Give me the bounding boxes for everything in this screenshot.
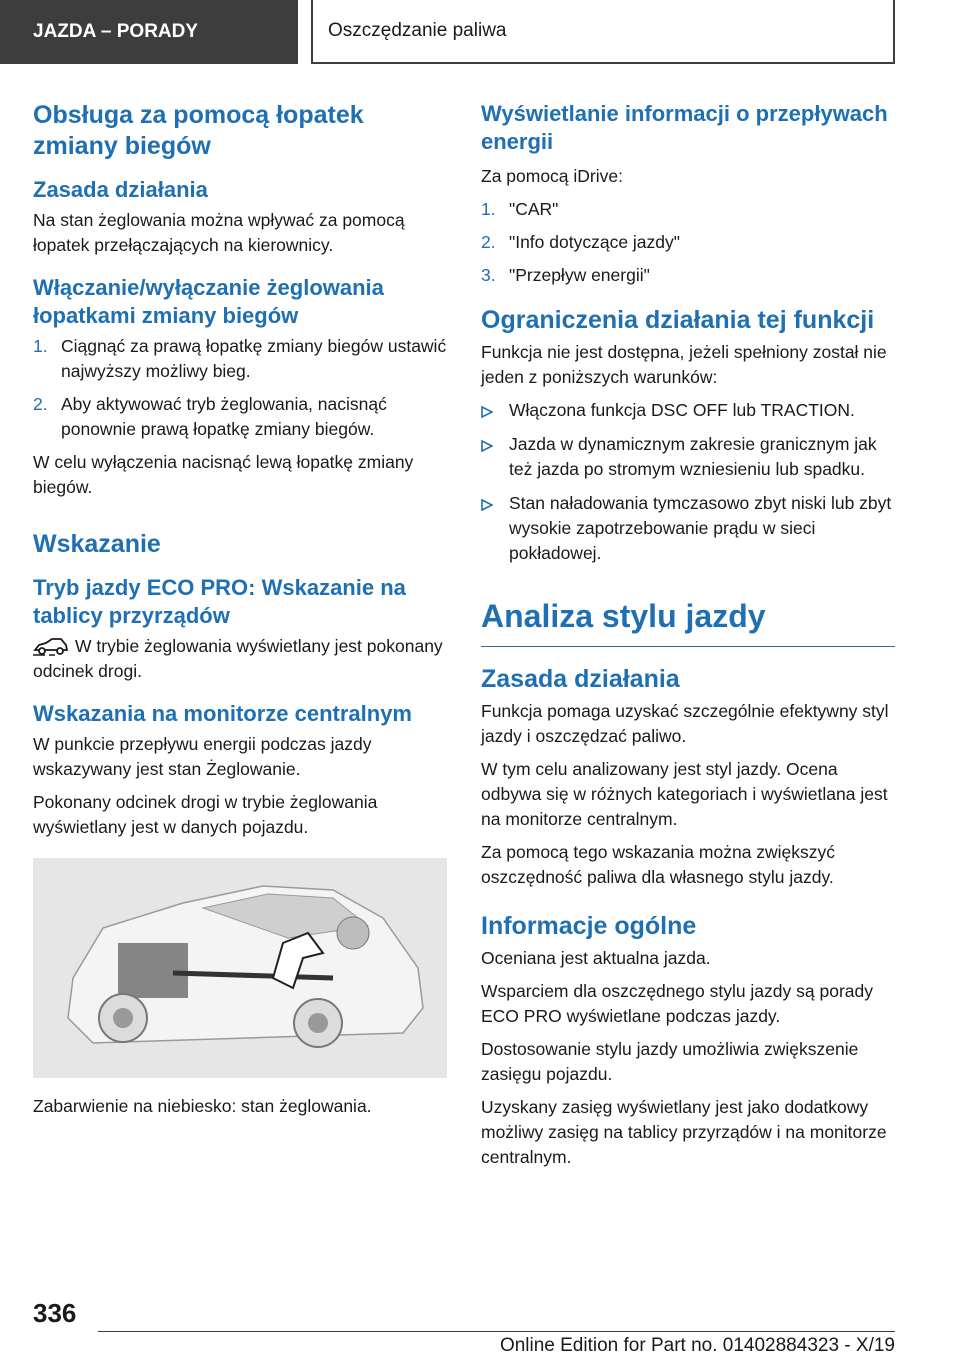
heading-principle-left: Zasada działania	[33, 177, 208, 202]
heading-paddles: Obsługa za pomocą łopatek zmiany biegów	[33, 101, 364, 160]
text-limits: Funkcja nie jest dostępna, jeżeli spełniony został nie jeden z poniższych warunków:	[481, 342, 887, 387]
step-text: "CAR"	[509, 199, 559, 219]
text-adjust: Dostosowanie stylu jazdy umożliwia zwiększenie zasięgu pojazdu.	[481, 1039, 859, 1084]
section-header	[0, 0, 298, 64]
list-item	[33, 392, 447, 442]
triangle-right-icon	[481, 432, 509, 482]
steps-paddles	[33, 334, 447, 442]
list-item	[481, 230, 895, 255]
figure-caption: Zabarwienie na niebiesko: stan żeglowania.	[33, 1096, 372, 1116]
heading-general: Informacje ogólne	[481, 912, 697, 940]
heading-limits: Ograniczenia działania tej funkcji	[481, 306, 875, 334]
step-number: 3.	[481, 265, 496, 285]
step-number: 2.	[33, 394, 48, 414]
heading-monitor: Wskazania na monitorze centralnym	[33, 701, 412, 726]
steps-idrive	[481, 197, 895, 288]
page-number: 336	[33, 1298, 77, 1328]
bullet-text: Jazda w dynamicznym zakresie granicznym jak też jazda po stromym wzniesieniu lub spadku.	[509, 434, 877, 479]
triangle-right-icon	[481, 491, 509, 566]
heading-eco: Tryb jazdy ECO PRO: Wskazanie na tablicy przyrządów	[33, 575, 406, 628]
text-eco	[33, 634, 447, 684]
text-principle-left: Na stan żeglowania można wpływać za pomocą łopatek przełączających na kierownicy.	[33, 210, 405, 255]
heading-onoff: Włączanie/wyłączanie żeglowania łopatkami zmiany biegów	[33, 275, 384, 328]
bullet-text: Stan naładowania tymczasowo zbyt niski lub zbyt wysokie zapotrzebowanie prądu w sieci pokładowej.	[509, 493, 892, 563]
step-number: 1.	[33, 336, 48, 356]
bullet-text: Włączona funkcja DSC OFF lub TRACTION.	[509, 400, 855, 420]
list-item	[33, 334, 447, 384]
text-off: W celu wyłączenia nacisnąć lewą łopatkę zmiany biegów.	[33, 452, 414, 497]
car-coasting-icon	[33, 636, 69, 656]
text-principle-right: Funkcja pomaga uzyskać szczególnie efektywny styl jazdy i oszczędzać paliwo.	[481, 701, 889, 746]
list-item	[481, 263, 895, 288]
text-idrive: Za pomocą iDrive:	[481, 166, 623, 186]
right-column	[481, 100, 895, 1178]
chapter-title: Oszczędzanie paliwa	[328, 20, 507, 41]
text-increase: Za pomocą tego wskazania można zwiększyć oszczędność paliwa dla własnego stylu jazdy.	[481, 842, 836, 887]
list-item	[481, 398, 895, 423]
left-column	[33, 100, 447, 1127]
heading-display: Wskazanie	[33, 530, 161, 558]
limits-list	[481, 398, 895, 566]
step-text: "Info dotyczące jazdy"	[509, 232, 680, 252]
car-illustration	[33, 858, 447, 1078]
text-current: Oceniana jest aktualna jazda.	[481, 948, 711, 968]
text-bonus: Uzyskany zasięg wyświetlany jest jako dodatkowy możliwy zasięg na tablicy przyrządów i na monitorze centralnym.	[481, 1097, 887, 1167]
heading-energy: Wyświetlanie informacji o przepływach energii	[481, 101, 888, 154]
footer-edition: Online Edition for Part no. 01402884323 - X/19	[499, 1335, 895, 1356]
section-title: JAZDA – PORADY	[33, 21, 199, 42]
step-text: Aby aktywować tryb żeglowania, nacisnąć ponownie prawą łopatkę zmiany biegów.	[61, 394, 387, 439]
step-number: 1.	[481, 199, 496, 219]
text-tips: Wsparciem dla oszczędnego stylu jazdy są porady ECO PRO wyświetlane podczas jazdy.	[481, 981, 873, 1026]
list-item	[481, 197, 895, 222]
car-drawing	[33, 858, 447, 1078]
triangle-right-icon	[481, 398, 509, 423]
text-monitor-2: Pokonany odcinek drogi w trybie żeglowania wyświetlany jest w danych pojazdu.	[33, 792, 378, 837]
heading-analysis: Analiza stylu jazdy	[481, 596, 895, 647]
step-text: Ciągnąć za prawą łopatkę zmiany biegów ustawić najwyższy możliwy bieg.	[61, 336, 447, 381]
footer-divider	[98, 1331, 895, 1332]
step-number: 2.	[481, 232, 496, 252]
list-item	[481, 432, 895, 482]
text-monitor-1: W punkcie przepływu energii podczas jazdy wskazywany jest stan Żeglowanie.	[33, 734, 372, 779]
text-analysis: W tym celu analizowany jest styl jazdy. Ocena odbywa się w różnych kategoriach i wyświetlana jest na monitorze centralnym.	[481, 759, 888, 829]
step-text: "Przepływ energii"	[509, 265, 650, 285]
text-eco-body: W trybie żeglowania wyświetlany jest pokonany odcinek drogi.	[33, 636, 443, 681]
heading-principle-right: Zasada działania	[481, 665, 680, 693]
list-item	[481, 491, 895, 566]
chapter-header	[311, 0, 895, 64]
